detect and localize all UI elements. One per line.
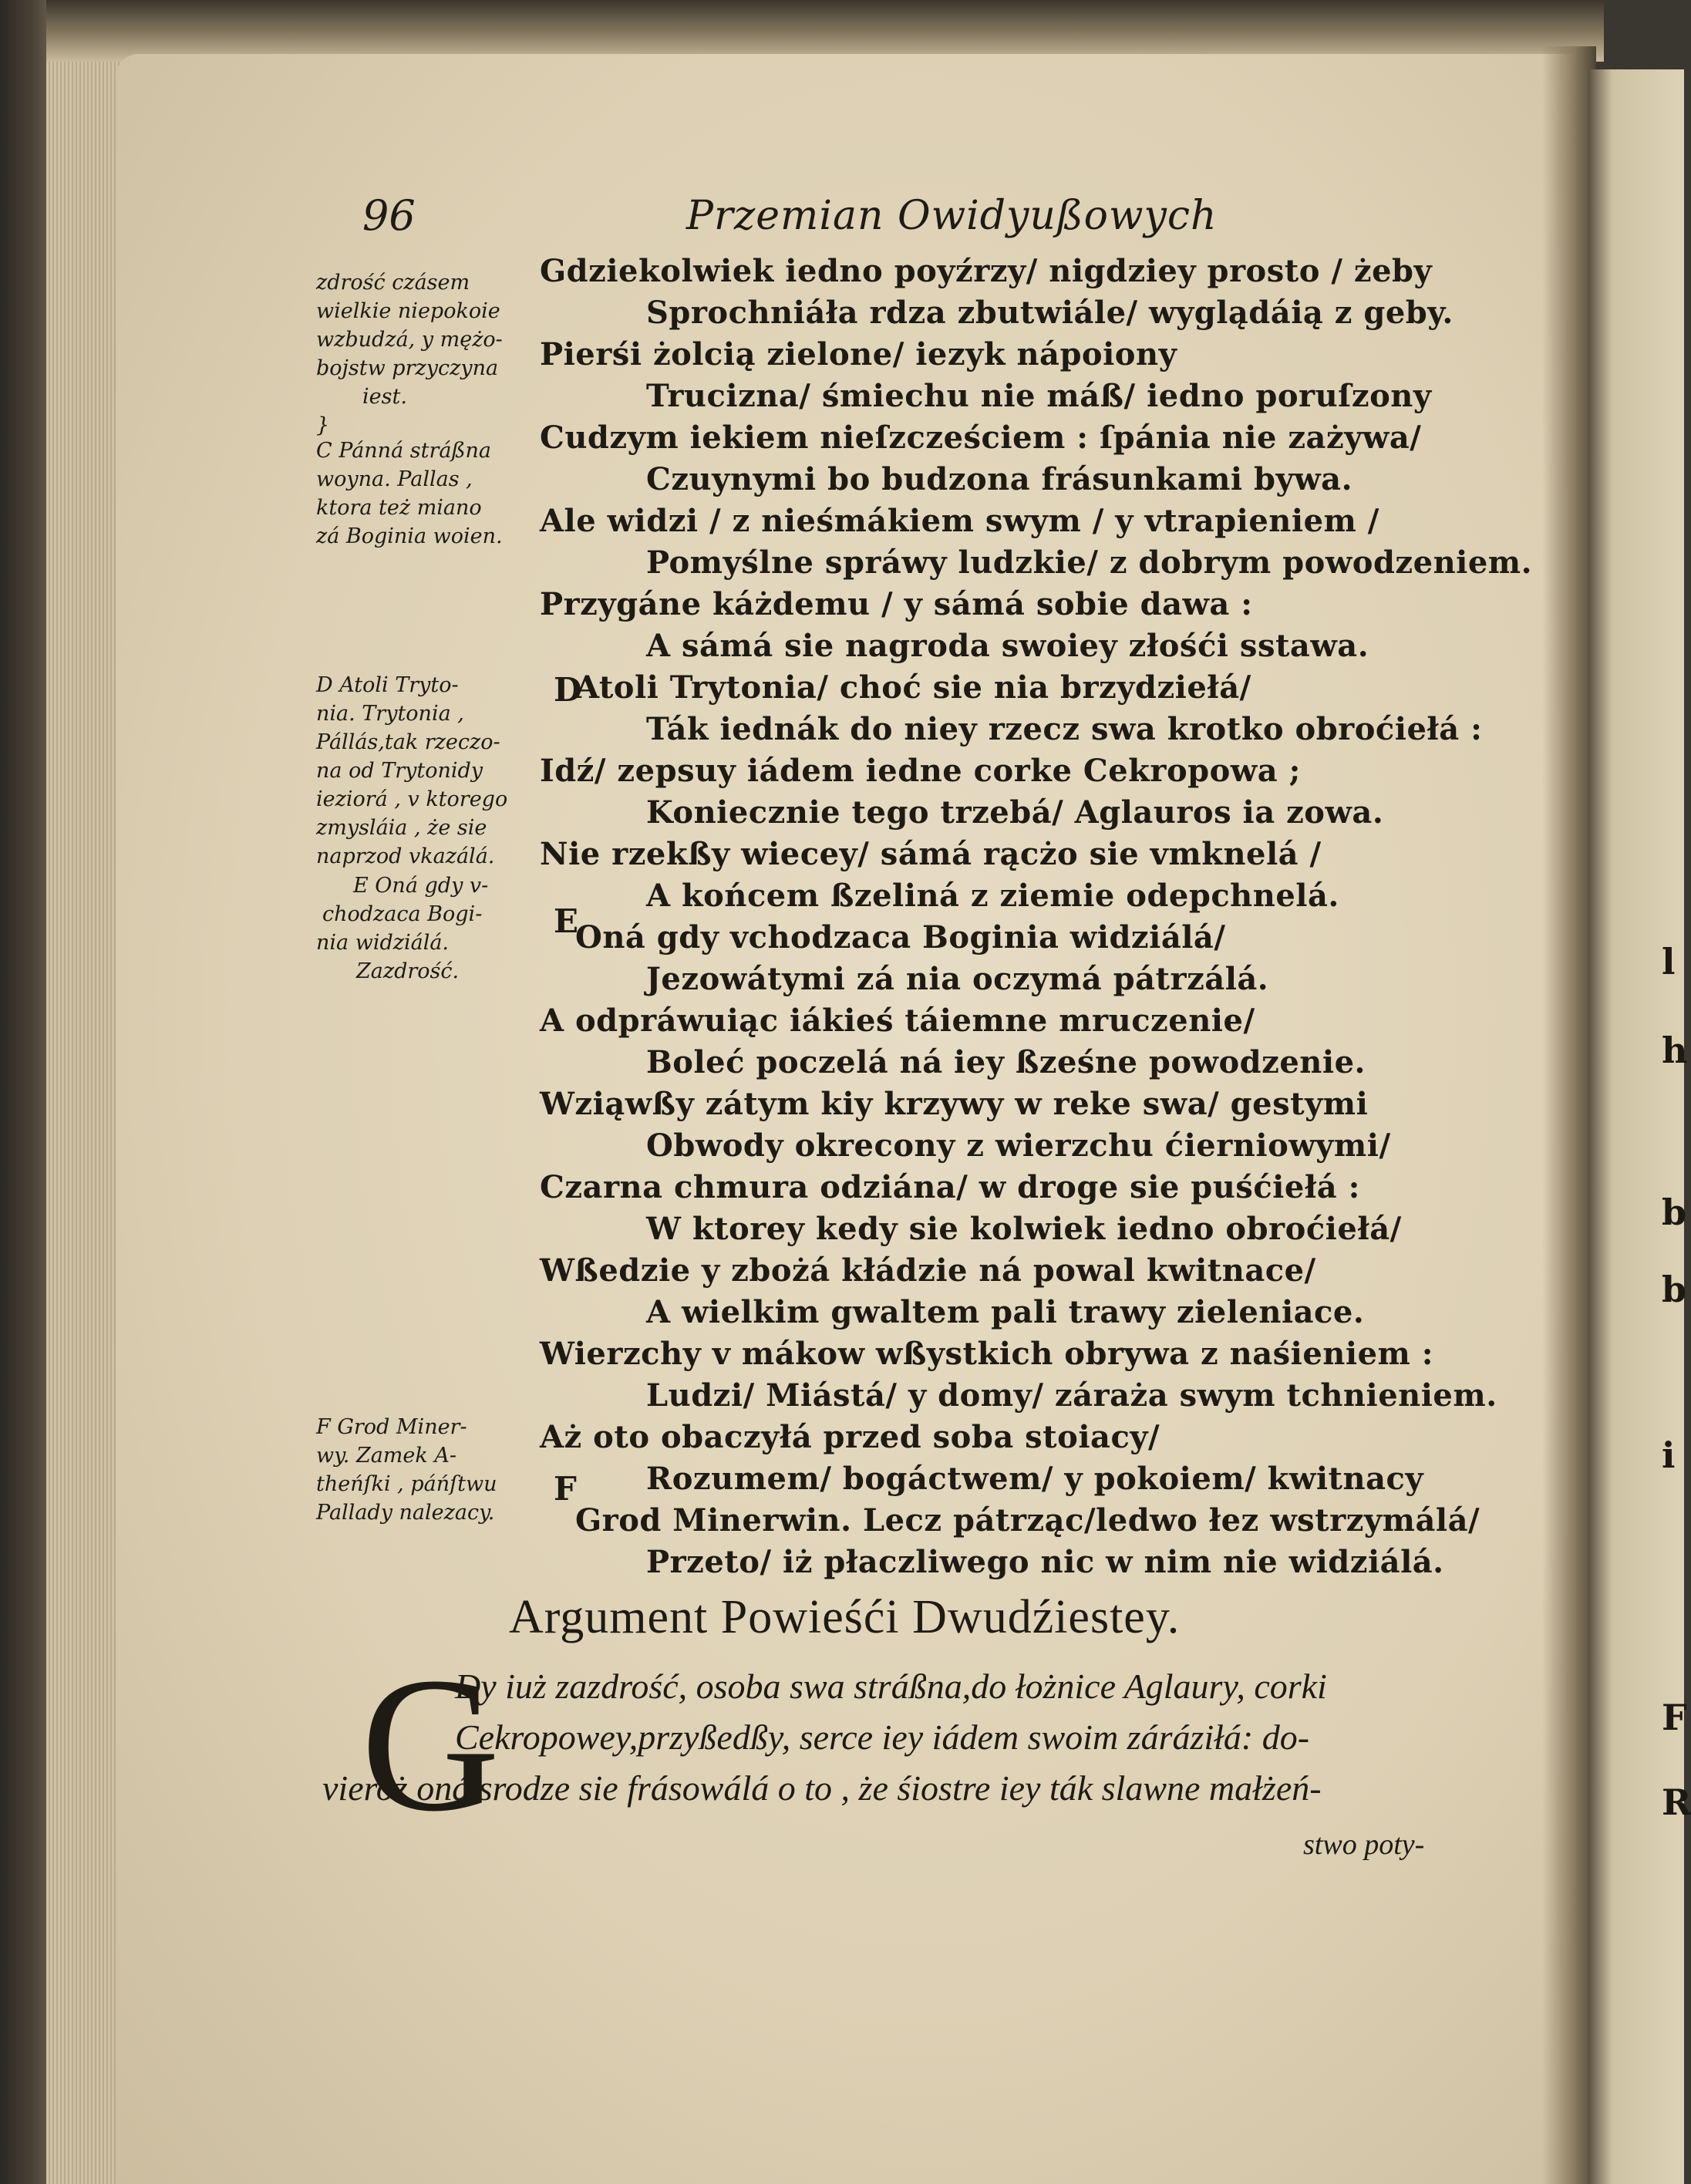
verse-line: Nie rzekßy wiecey/ sámá rącżo sie vmknelá / [540,836,1322,872]
verse-line: Czarna chmura odziána/ w droge sie puśćiełá : [540,1169,1360,1205]
verse-line: Gdziekolwiek iedno poyźrzy/ nigdziey prosto / żeby [540,253,1433,289]
verse-line: Wierzchy v mákow wßystkich obrywa z naśieniem : [540,1336,1434,1372]
facing-page-mark: i [1662,1434,1676,1476]
verse-line: Wziąwßy zátym kiy krzywy w reke swa/ gestymi [540,1086,1369,1122]
verse-line: Wßedzie y zbożá kłádzie ná powal kwitnace/ [540,1252,1316,1289]
verse-line: Ludzi/ Miástá/ y domy/ záraża swym tchnieniem. [646,1377,1497,1414]
section-letter: F [554,1470,577,1508]
verse-line: Trucizna/ śmiechu nie máß/ iedno poruſzony [646,378,1432,414]
facing-page-mark: R [1662,1781,1691,1823]
verse-line: Sprochniáła rdza zbutwiále/ wyglądáią z geby. [646,295,1454,331]
margin-note-line: nia. Trytonia , [316,702,464,726]
verse-line: Przeto/ iż płaczliwego nic w nim nie widziálá. [646,1544,1444,1580]
verse-line: Aż oto obaczyłá przed soba stoiacy/ [540,1419,1160,1455]
argument-line: Cekropowey,przyßedßy, serce iey iádem swoim záráziłá: do- [455,1717,1310,1757]
verse-line: Jezowátymi zá nia oczymá pátrzálá. [646,961,1269,997]
verse-line: A sámá sie nagroda swoiey złośći sstawa. [646,628,1369,664]
margin-note-line: na od Trytonidy [316,759,483,783]
margin-note [316,1413,547,1527]
section-letter: E [554,902,579,940]
margin-note-line: F Grod Miner- [316,1415,467,1439]
verse-line: Pierśi żolcią zielone/ iezyk nápoiony [540,336,1177,372]
margin-note-line: Zazdrość. [356,959,460,983]
drop-cap-initial: G [361,1638,500,1852]
facing-page-mark: l [1662,941,1676,982]
margin-note: zdrość czásem wielkie niepokoie wzbudzá, y mężo- bojstw przyczyna iest. } [316,268,547,440]
margin-note-line: zmysláia , że sie [316,816,487,840]
verse-line: Boleć poczelá ná iey ßześne powodzenie. [646,1044,1366,1080]
running-head [0,191,1684,245]
margin-note-line: Pállás,tak rzeczo- [316,730,500,754]
verse-line: A końcem ßzeliná z ziemie odepchnelá. [646,878,1339,914]
argument-line: vieroż oná srodze sie frásowálá o to , że śiostre iey ták slawne małżeń- [322,1768,1322,1808]
verse-line: A wielkim gwaltem pali trawy zieleniace. [646,1294,1365,1330]
verse-line: Oná gdy vchodzaca Boginia widziálá/ [575,919,1226,956]
margin-note-line: wy. Zamek A- [316,1444,456,1468]
margin-note [316,436,547,551]
running-title: Przemian Owidyußowych [686,193,1218,239]
verse-line: Obwody okrecony z wierzchu ćierniowymi/ [646,1127,1391,1164]
verse-line: Koniecznie tego trzebá/ Aglauros ia zowa. [646,794,1384,831]
facing-page-mark: b [1662,1269,1687,1310]
facing-page-mark: F [1662,1697,1687,1738]
verse-line: Ták iednák do niey rzecz swa krotko obroćiełá : [646,711,1483,747]
margin-note-line: zdrość czásem [316,271,470,295]
verse-line: Przygáne káżdemu / y sámá sobie dawa : [540,586,1253,622]
verse-line: Cudzym iekiem nieſzcześciem : ſpánia nie zażywa/ [540,420,1422,456]
verse-line: Pomyślne spráwy ludzkie/ z dobrym powodzeniem. [646,544,1533,581]
margin-note-line: theńſki , páńſtwu [316,1472,497,1496]
margin-note-line: wielkie niepokoie [316,299,500,323]
section-letter: D [554,671,582,709]
margin-note-line: zá Boginia woien. [316,524,503,548]
facing-page-mark: h [1662,1030,1688,1071]
book-top-edge [46,0,1604,62]
facing-page-mark: b [1662,1191,1687,1233]
argument-heading: Argument Powieśći Dwudźiestey. [509,1591,1181,1643]
page-number: 96 [362,191,416,240]
verse-line: W ktorey kedy sie kolwiek iedno obroćiełá/ [646,1211,1402,1247]
margin-note-line: Pallady nalezacy. [316,1501,495,1525]
margin-note-line: naprzod vkazálá. [316,844,495,868]
argument-line: Dy iuż zazdrość, osoba swa stráßna,do łożnice Aglaury, corki [455,1667,1327,1706]
margin-note-line: bojstw przyczyna [316,356,499,380]
facing-page-edge [1588,69,1691,2184]
catchword: stwo poty- [1303,1828,1425,1861]
margin-note-line: nia widziálá. [316,931,450,955]
margin-note [316,871,547,986]
margin-note-line: ieziorá , v ktorego [316,787,508,811]
margin-note-line: wzbudzá, y mężo- [316,328,503,352]
margin-note-line: chodzaca Bogi- [322,902,483,926]
verse-line: Idź/ zepsuy iádem iedne corke Cekropowa ; [540,753,1301,789]
margin-note [316,671,547,871]
margin-note-line: C Pánná stráßna [316,439,491,463]
margin-note-line: D Atoli Tryto- [316,673,459,697]
verse-line: Rozumem/ bogáctwem/ y pokoiem/ kwitnacy [646,1461,1424,1497]
verse-line: Czuynymi bo budzona frásunkami bywa. [646,461,1353,497]
margin-note-line: woyna. Pallas , [316,467,473,491]
verse-line: Atoli Trytonia/ choć sie nia brzydziełá/ [575,669,1251,706]
margin-note-line: ktora też miano [316,496,482,520]
verse-line: Ale widzi / z nieśmákiem swym / y vtrapieniem / [540,503,1379,539]
margin-note-line: iest. [362,385,407,409]
verse-line: A odpráwuiąc iákieś táiemne mruczenie/ [540,1003,1255,1039]
verse-line: Grod Minerwin. Lecz pátrząc/ledwo łez wstrzymálá/ [575,1502,1480,1539]
margin-note-line: E Oná gdy v- [353,874,489,898]
